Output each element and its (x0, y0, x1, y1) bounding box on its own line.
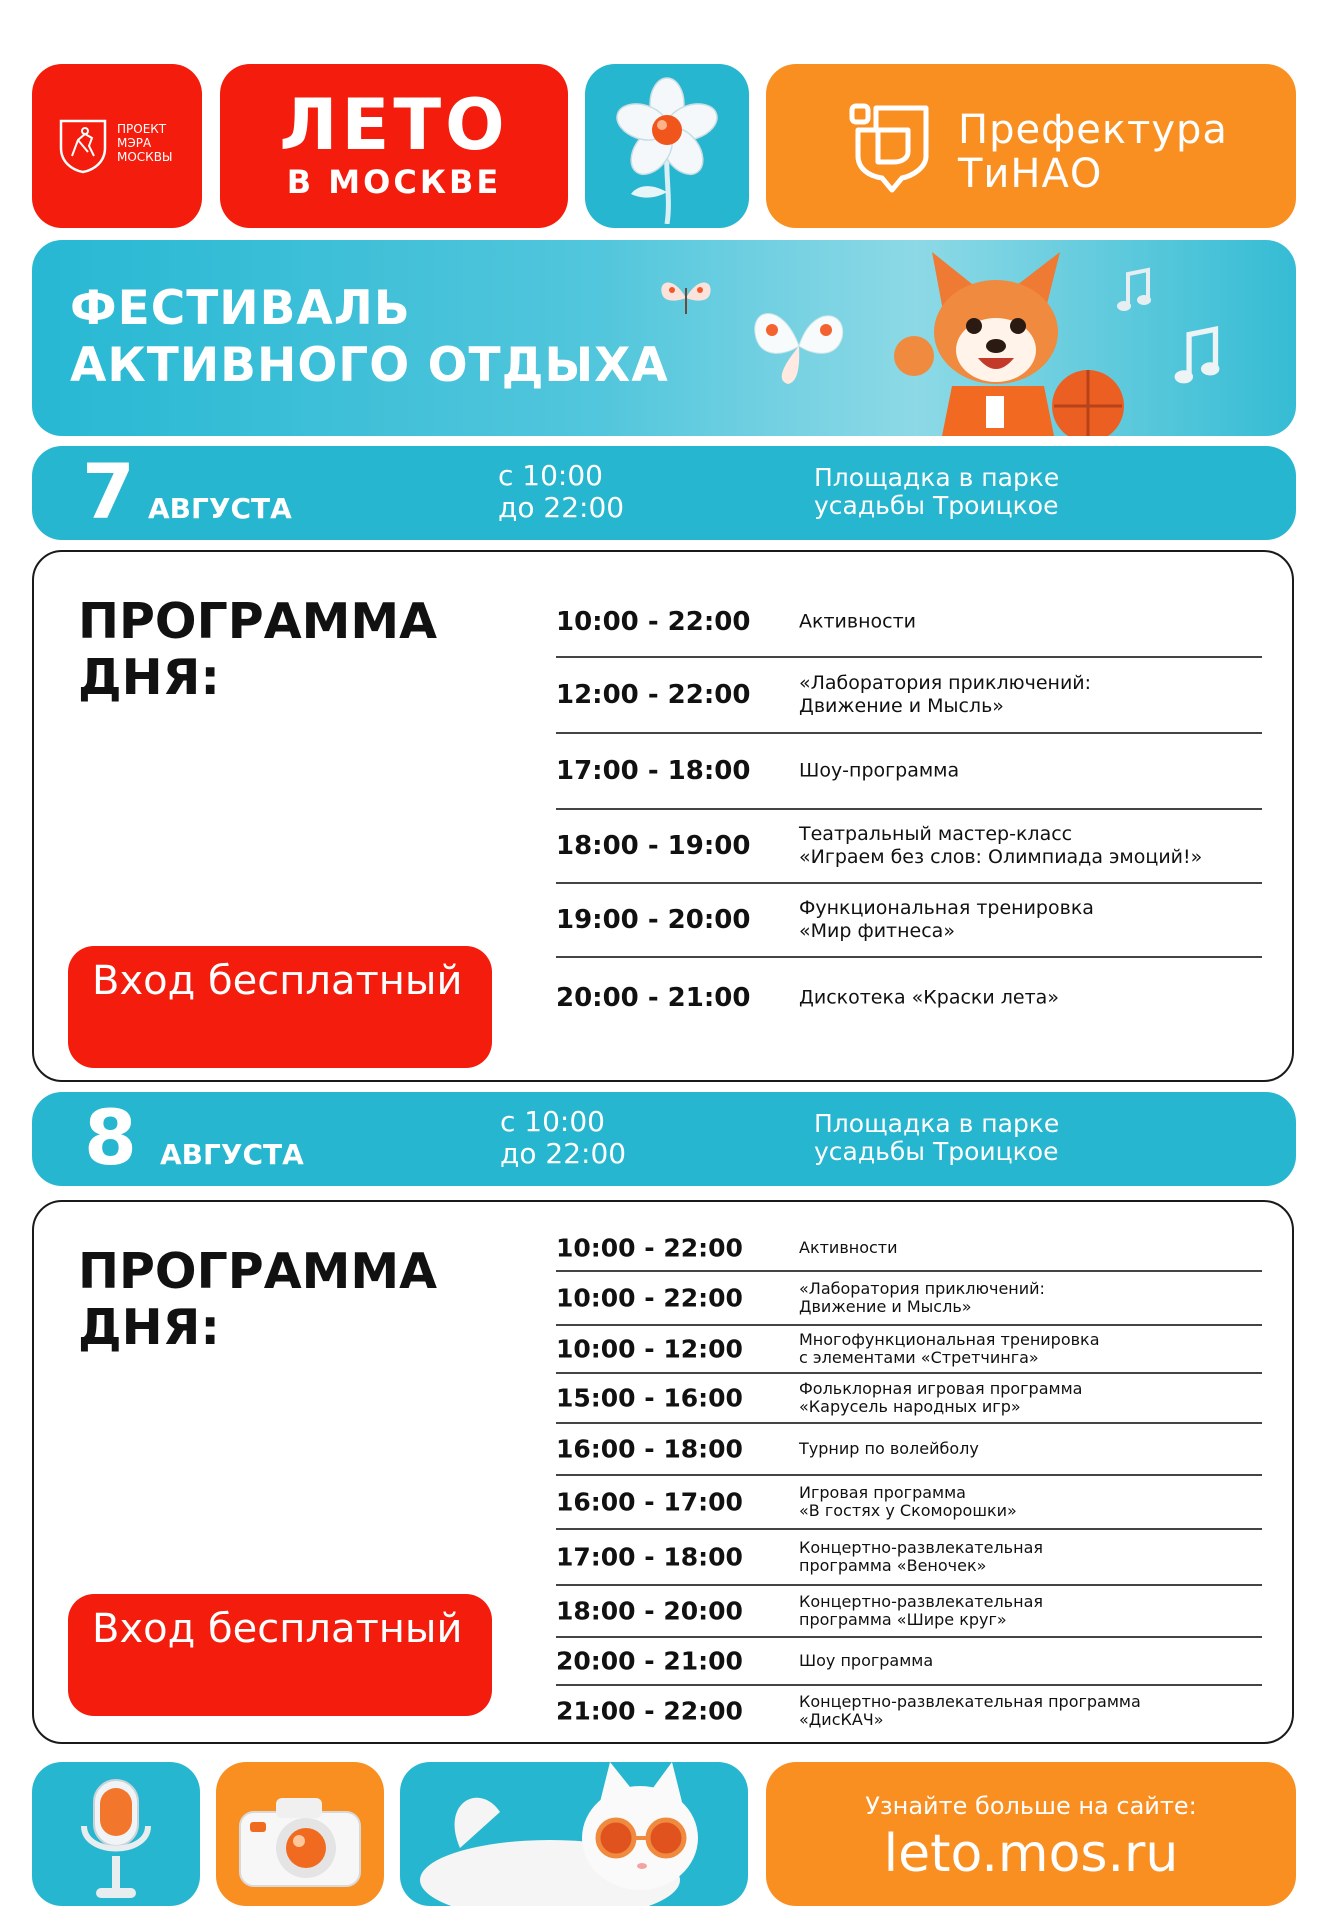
program-panel-day2 (32, 1200, 1294, 1744)
schedule-row (556, 588, 1262, 658)
event-name: Концертно-развлекательная программа «Шире круг» (799, 1592, 1043, 1629)
cat-mascot (420, 1762, 740, 1906)
event-time: 10:00 - 22:00 (556, 1233, 743, 1263)
program-title: ПРОГРАММА ДНЯ: (78, 1243, 438, 1356)
event-name: Фольклорная игровая программа «Карусель народных игр» (799, 1379, 1083, 1416)
event-time: 20:00 - 21:00 (556, 983, 751, 1013)
event-name: Функциональная тренировка «Мир фитнеса» (799, 897, 1094, 942)
program-title: ПРОГРАММА ДНЯ: (78, 593, 438, 706)
event-time: 20:00 - 21:00 (556, 1646, 743, 1676)
schedule-row (556, 1586, 1262, 1638)
day-month: АВГУСТА (160, 1138, 304, 1171)
date-bar-day2 (32, 1092, 1296, 1186)
schedule-row (556, 958, 1262, 1038)
event-name: Дискотека «Краски лета» (799, 986, 1059, 1009)
event-name: Активности (799, 610, 916, 633)
event-time: 17:00 - 18:00 (556, 756, 751, 786)
day-number: 7 (82, 447, 135, 536)
program-panel-day1 (32, 550, 1294, 1082)
website-tile (766, 1762, 1296, 1906)
moscow-coat-of-arms-icon (58, 118, 108, 174)
time-to: до 22:00 (498, 491, 625, 524)
schedule-row (556, 1686, 1262, 1736)
event-name: Концертно-развлекательная программа «Веночек» (799, 1538, 1043, 1575)
event-time: 18:00 - 20:00 (556, 1596, 743, 1626)
event-name: Турнир по волейболу (799, 1439, 979, 1458)
festival-title: ФЕСТИВАЛЬ АКТИВНОГО ОТДЫХА (70, 281, 669, 393)
music-note-icon (1172, 324, 1222, 390)
camera-icon (236, 1790, 364, 1890)
schedule-row (556, 1226, 1262, 1272)
schedule-row (556, 734, 1262, 810)
schedule-row (556, 1374, 1262, 1424)
time-to: до 22:00 (500, 1137, 627, 1170)
microphone-icon (76, 1776, 156, 1906)
festival-banner (32, 240, 1296, 436)
event-time: 16:00 - 18:00 (556, 1434, 743, 1464)
music-note-icon (1116, 266, 1152, 316)
date-bar-day1 (32, 446, 1296, 540)
schedule-row (556, 1638, 1262, 1686)
cat-tile (400, 1762, 748, 1906)
leto-logo (220, 86, 568, 200)
camera-tile (216, 1762, 384, 1906)
event-time: 16:00 - 17:00 (556, 1487, 743, 1517)
event-name: «Лаборатория приключений: Движение и Мысль» (799, 1279, 1045, 1316)
prefecture-logo-icon (848, 102, 932, 194)
flower-icon (607, 74, 727, 224)
schedule-row (556, 658, 1262, 734)
event-time: 10:00 - 22:00 (556, 1283, 743, 1313)
schedule-row (556, 1424, 1262, 1476)
time-from: с 10:00 (500, 1105, 605, 1138)
prefecture-tile (766, 64, 1296, 228)
butterfly-icon (744, 296, 854, 388)
schedule-row (556, 884, 1262, 958)
butterfly-icon (656, 274, 716, 320)
prefecture-name: Префектура ТиНАО (958, 107, 1228, 197)
schedule-row (556, 810, 1262, 884)
time-from: с 10:00 (498, 459, 603, 492)
event-time: 21:00 - 22:00 (556, 1696, 743, 1726)
event-time: 18:00 - 19:00 (556, 831, 751, 861)
event-name: Шоу-программа (799, 759, 960, 782)
website-note: Узнайте больше на сайте: (865, 1792, 1197, 1820)
event-time: 10:00 - 12:00 (556, 1334, 743, 1364)
free-entry-badge: Вход бесплатный (68, 946, 492, 1068)
flower-tile (585, 64, 749, 228)
schedule-row (556, 1476, 1262, 1530)
event-name: Многофункциональная тренировка с элементами «Стретчинга» (799, 1330, 1100, 1367)
schedule-row (556, 1530, 1262, 1586)
schedule-row (556, 1272, 1262, 1326)
event-name: «Лаборатория приключений: Движение и Мысль» (799, 672, 1092, 717)
leto-title: ЛЕТО (279, 84, 509, 166)
event-name: Концертно-развлекательная программа «ДисКАЧ» (799, 1692, 1141, 1729)
leto-subtitle: В МОСКВЕ (286, 163, 502, 201)
event-time: 10:00 - 22:00 (556, 607, 751, 637)
event-time: 17:00 - 18:00 (556, 1542, 743, 1572)
event-time: 15:00 - 16:00 (556, 1383, 743, 1413)
event-name: Шоу программа (799, 1651, 934, 1670)
website-link[interactable]: leto.mos.ru (883, 1824, 1179, 1884)
microphone-tile (32, 1762, 200, 1906)
event-time: 12:00 - 22:00 (556, 680, 751, 710)
free-entry-badge: Вход бесплатный (68, 1594, 492, 1716)
mayor-project-label: ПРОЕКТ МЭРА МОСКВЫ (117, 122, 173, 164)
leto-logo-tile (220, 64, 568, 228)
event-name: Активности (799, 1238, 898, 1257)
event-time: 19:00 - 20:00 (556, 905, 751, 935)
mayor-project-tile (32, 64, 202, 228)
event-name: Театральный мастер-класс «Играем без слов: Олимпиада эмоций!» (799, 823, 1203, 868)
schedule-row (556, 1326, 1262, 1374)
event-name: Игровая программа «В гостях у Скоморошки» (799, 1483, 1017, 1520)
corgi-mascot (874, 246, 1144, 436)
day-number: 8 (84, 1093, 137, 1182)
venue: Площадка в парке усадьбы Троицкое (814, 463, 1060, 520)
venue: Площадка в парке усадьбы Троицкое (814, 1109, 1060, 1166)
day-month: АВГУСТА (148, 492, 292, 525)
